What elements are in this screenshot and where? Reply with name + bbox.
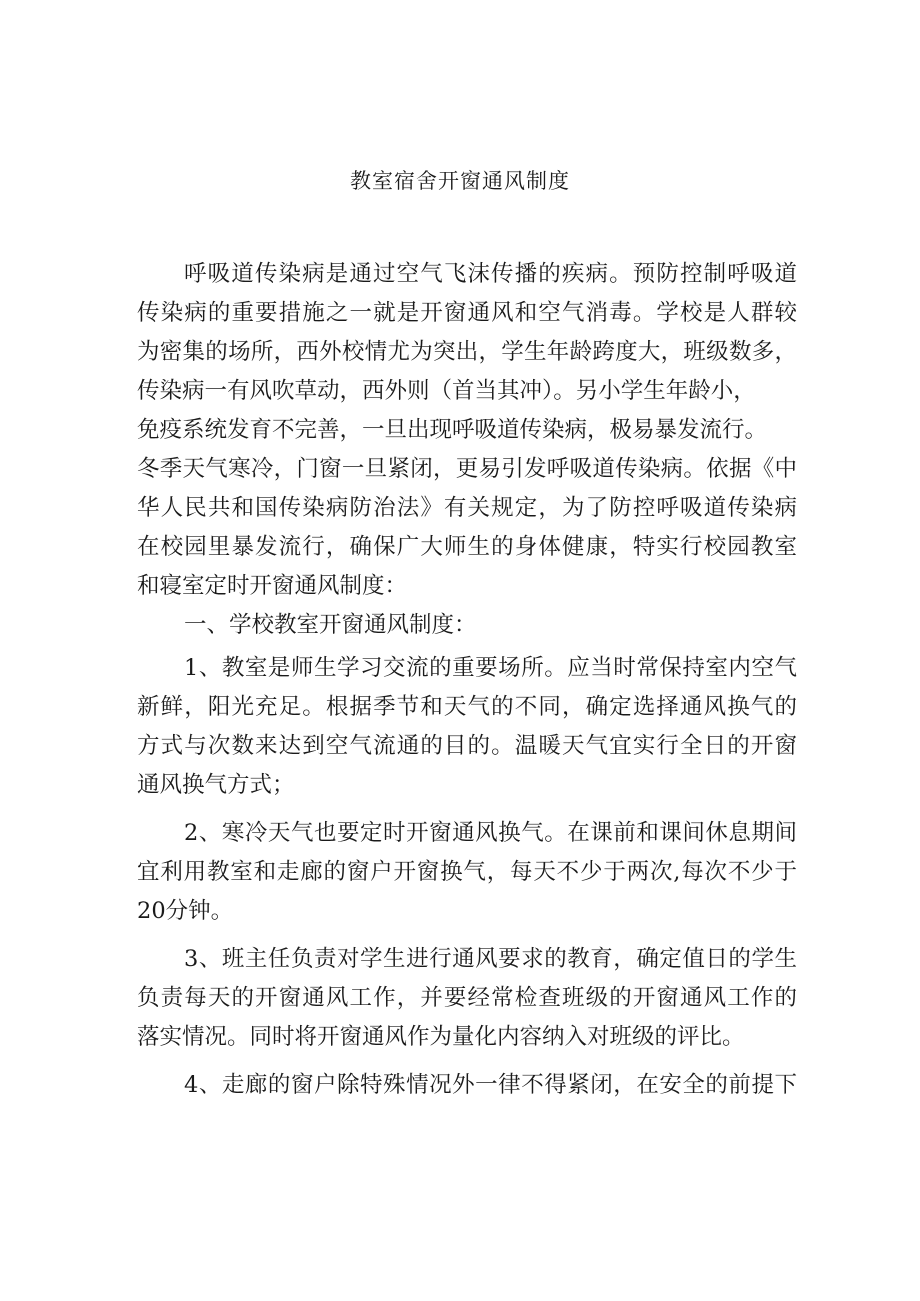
text-line: 冬季天气寒冷，门窗一旦紧闭，更易引发呼吸道传染病。依据《中 <box>137 456 797 482</box>
text-line: 传染病的重要措施之一就是开窗通风和空气消毒。学校是人群较 <box>137 300 797 326</box>
rule-item-3 <box>137 940 797 1057</box>
spacer <box>137 805 797 814</box>
rule-item-1 <box>137 649 797 805</box>
text-line: 方式与次数来达到空气流通的目的。温暖天气宜实行全日的开窗 <box>137 733 797 759</box>
text-line: 宜利用教室和走廊的窗户开窗换气，每天不少于两次,每次不少于 <box>137 859 797 885</box>
text-line: 落实情况。同时将开窗通风作为量化内容纳入对班级的评比。 <box>137 1024 745 1050</box>
text-line: 3、班主任负责对学生进行通风要求的教育，确定值日的学生 <box>184 946 797 972</box>
intro-paragraph <box>137 255 797 606</box>
text-line: 通风换气方式； <box>137 772 295 798</box>
text-line: 为密集的场所，西外校情尤为突出，学生年龄跨度大，班级数多， <box>137 339 797 365</box>
text-line: 4、走廊的窗户除特殊情况外一律不得紧闭，在安全的前提下 <box>184 1072 797 1098</box>
rule-item-2 <box>137 814 797 931</box>
text-line: 华人民共和国传染病防治法》有关规定，为了防控呼吸道传染病 <box>137 495 797 521</box>
rule-item-4 <box>137 1066 797 1105</box>
text-line: 免疫系统发育不完善，一旦出现呼吸道传染病，极易暴发流行。 <box>137 417 768 443</box>
text-line: 2、寒冷天气也要定时开窗通风换气。在课前和课间休息期间 <box>184 820 797 846</box>
text-line: 20分钟。 <box>137 898 234 924</box>
text-line: 呼吸道传染病是通过空气飞沫传播的疾病。预防控制呼吸道 <box>184 261 797 287</box>
text-line: 新鲜，阳光充足。根据季节和天气的不同，确定选择通风换气的 <box>137 694 797 720</box>
text-line: 负责每天的开窗通风工作，并要经常检查班级的开窗通风工作的 <box>137 985 797 1011</box>
text-line: 和寝室定时开窗通风制度： <box>137 573 408 599</box>
spacer <box>137 931 797 940</box>
text-line: 1、教室是师生学习交流的重要场所。应当时常保持室内空气 <box>184 655 797 681</box>
text-line: 传染病一有风吹草动，西外则（首当其冲）。另小学生年龄小， <box>137 378 756 404</box>
document-title: 教室宿舍开窗通风制度 <box>350 169 570 193</box>
section-heading: 一、学校教室开窗通风制度： <box>184 612 477 638</box>
text-line: 在校园里暴发流行，确保广大师生的身体健康，特实行校园教室 <box>137 534 797 560</box>
document-body <box>137 255 797 1105</box>
spacer <box>137 1057 797 1066</box>
